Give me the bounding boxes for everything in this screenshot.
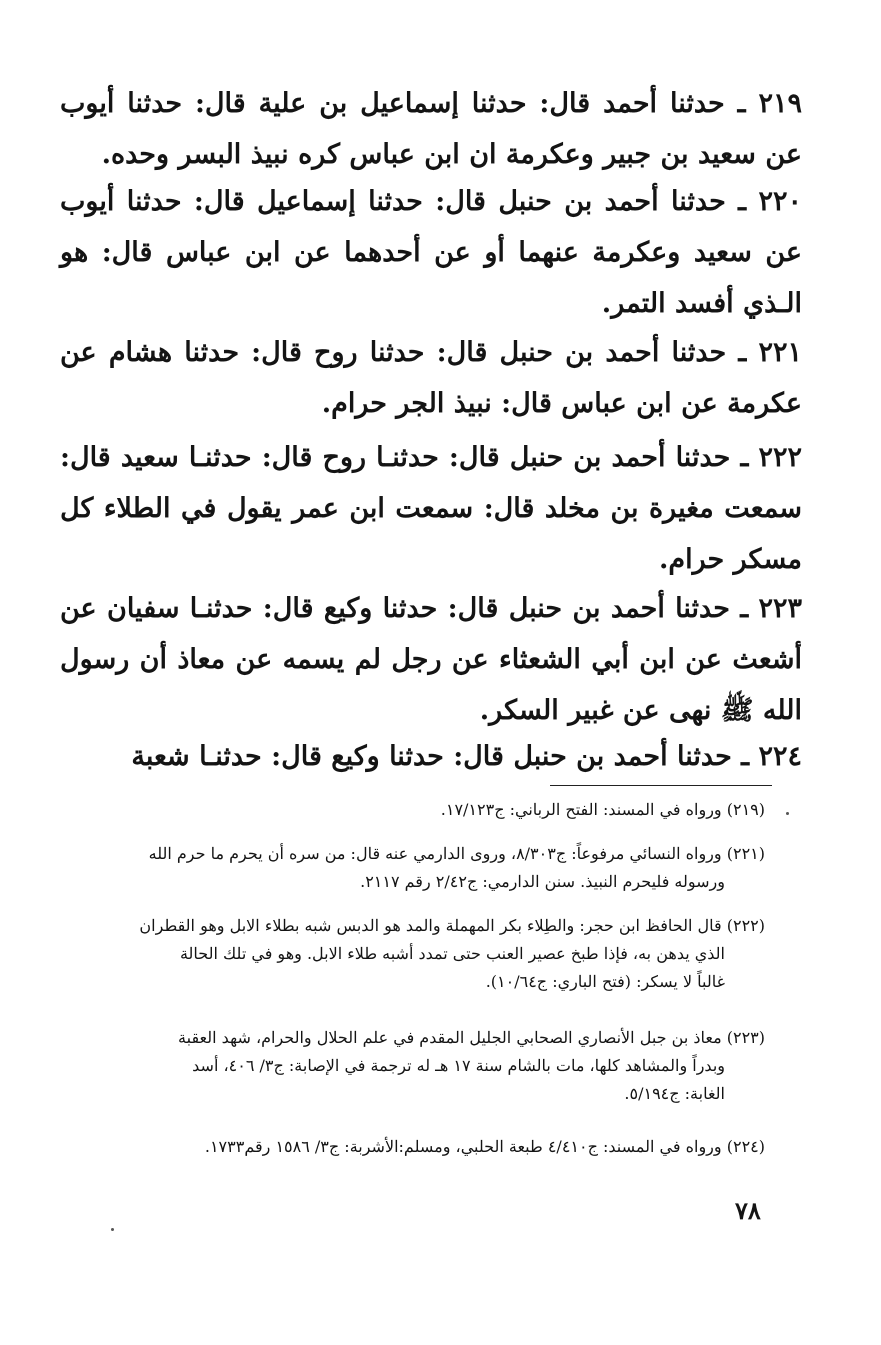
footnote-line: الغابة: ج٥/١٩٤. <box>624 1084 725 1103</box>
footnote-line: ورسوله فليحرم النبيذ. سنن الدارمي: ج٢/٤٢ رقم ٢١١٧. <box>360 872 725 891</box>
page-number: ٧٨ <box>735 1196 761 1225</box>
hadith-text: ـ حدثنا أحمد قال: حدثنا إسماعيل بن علية قال: حدثنا أيوب عن سعيد بن جبير وعكرمة ان ابن عباس كره نبيذ البسر وحده. <box>60 88 802 170</box>
footnote-line: (٢٢١) ورواه النسائي مرفوعاً: ج٨/٣٠٣، وروى الدارمي عنه قال: من سره أن يحرم ما حرم الله <box>148 844 765 863</box>
hadith-220 <box>60 176 802 329</box>
hadith-223 <box>60 583 802 736</box>
hadith-number: ٢٢٣ <box>758 593 802 624</box>
footnote-line: وبدراً والمشاهد كلها، مات بالشام سنة ١٧ هـ له ترجمة في الإصابة: ج٣/ ٤٠٦، أسد <box>192 1056 725 1075</box>
hadith-text: ـ حدثنا أحمد بن حنبل قال: حدثنا وكيع قال: حدثنـا سفيان عن أشعث عن ابن أبي الشعثاء عن رجل لم يسمه عن معاذ أن رسول الله ﷺ نهى عن غبير السكر. <box>60 593 802 726</box>
footnote-224 <box>70 1133 765 1161</box>
hadith-number: ٢٢٢ <box>758 442 803 473</box>
hadith-number: ٢٢١ <box>758 337 802 368</box>
footnote-line: (٢٢٣) معاذ بن جبل الأنصاري الصحابي الجليل المقدم في علم الحلال والحرام، شهد العقبة <box>178 1028 765 1047</box>
footnote-223 <box>70 1024 765 1108</box>
footnote-line: (٢١٩) ورواه في المسند: الفتح الرباني: ج١٧/١٢٣. <box>440 800 765 819</box>
footnote-221 <box>70 840 765 896</box>
hadith-222 <box>60 432 802 585</box>
hadith-219 <box>60 78 802 180</box>
footnote-222 <box>70 912 765 996</box>
footnote-line: الذي يدهن به، فإذا طبخ عصير العنب حتى تمدد أشبه طلاء الابل. وهو في تلك الحالة <box>179 944 725 963</box>
hadith-number: ٢١٩ <box>758 88 802 119</box>
hadith-number: ٢٢٤ <box>758 741 802 772</box>
hadith-221 <box>60 327 802 429</box>
footnote-separator <box>550 785 772 786</box>
hadith-text: ـ حدثنا أحمد بن حنبل قال: حدثنا وكيع قال: حدثنـا شعبة <box>131 741 750 772</box>
hadith-text: ـ حدثنا أحمد بن حنبل قال: حدثنا إسماعيل قال: حدثنا أيوب عن سعيد وعكرمة عنهما أو عن أحدهما عن ابن عباس قال: هو الـذي أفسد التمر. <box>60 186 802 319</box>
hadith-224 <box>60 731 802 782</box>
hadith-text: ـ حدثنا أحمد بن حنبل قال: حدثنا روح قال: حدثنا هشام عن عكرمة عن ابن عباس قال: نبيذ الجر حرام. <box>60 337 802 419</box>
hadith-number: ٢٢٠ <box>758 186 803 217</box>
hadith-text: ـ حدثنا أحمد بن حنبل قال: حدثنـا روح قال: حدثنـا سعيد قال: سمعت مغيرة بن مخلد قال: سمعت ابن عمر يقول في الطلاء كل مسكر حرام. <box>60 442 802 575</box>
scan-speck <box>786 812 789 815</box>
footnote-line: (٢٢٤) ورواه في المسند: ج٤/٤١٠ طبعة الحلبي، ومسلم:الأشربة: ج٣/ ١٥٨٦ رقم١٧٣٣. <box>204 1137 765 1156</box>
scan-speck <box>111 1228 114 1231</box>
footnote-219 <box>70 796 765 824</box>
footnote-line: (٢٢٢) قال الحافظ ابن حجر: والطِلاء بكر المهملة والمد هو الدبس شبه بطلاء الابل وهو القطران <box>139 916 765 935</box>
footnote-line: غالباً لا يسكر: (فتح الباري: ج١٠/٦٤). <box>485 972 725 991</box>
